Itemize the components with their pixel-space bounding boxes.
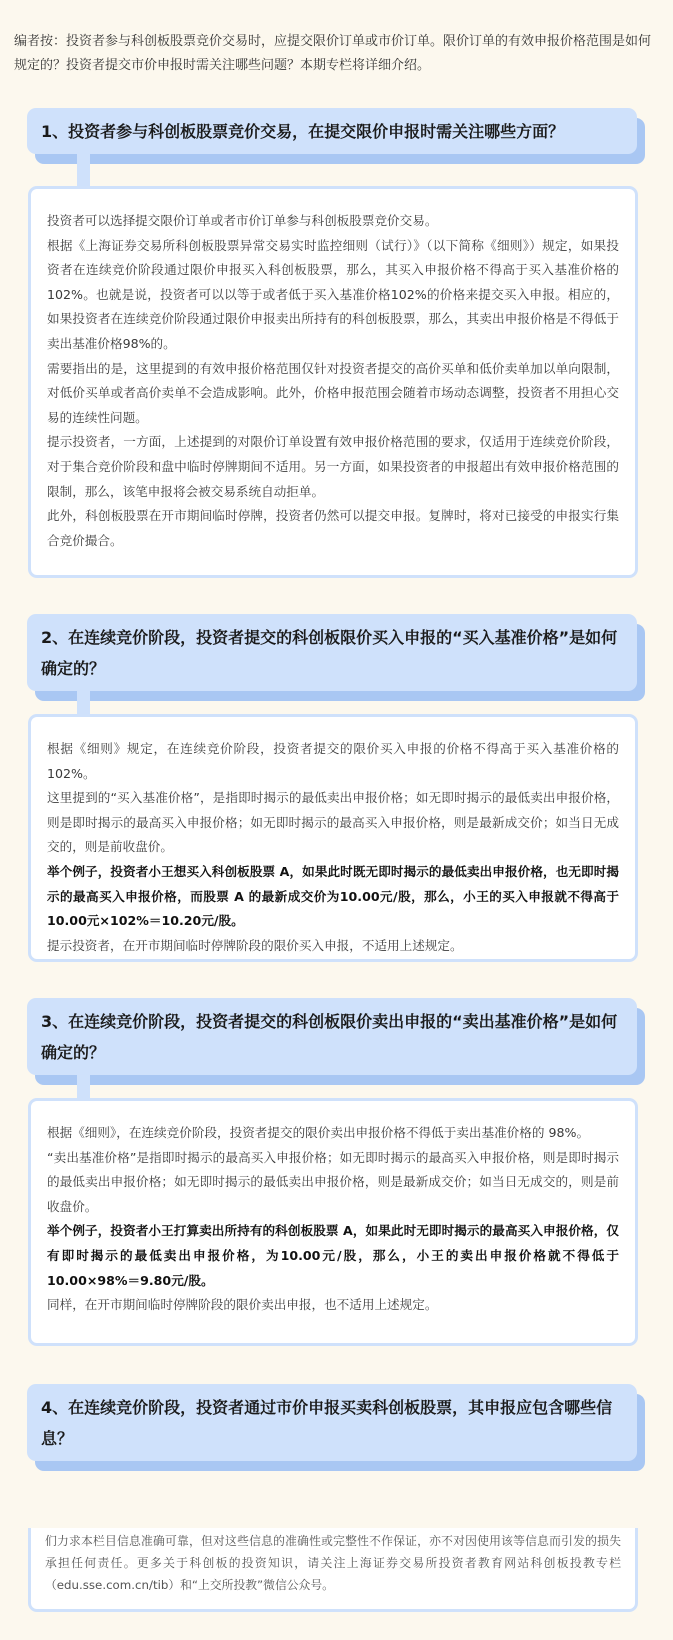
section-1-paragraph: 提示投资者，一方面，上述提到的对限价订单设置有效申报价格范围的要求，仅适用于连续竞价阶段，对于集合竞价阶段和盘中临时停牌期间不适用。另一方面，如果投资者的申报超出有效申报价格范围的限制，那么，该笔申报将会被交易系统自动拒单。 (47, 434, 619, 499)
section-2-answer (28, 714, 638, 962)
section-1-connector (77, 154, 90, 190)
section-1-title: 1、投资者参与科创板股票竞价交易，在提交限价申报时需关注哪些方面？ (27, 108, 637, 154)
section-3-paragraph: 同样，在开市期间临时停牌阶段的限价卖出申报，也不适用上述规定。 (47, 1297, 438, 1313)
section-2-connector (77, 680, 90, 718)
section-1-paragraph: 根据《上海证券交易所科创板股票异常交易实时监控细则（试行）》（以下简称《细则》）规定，如果投资者在连续竞价阶段通过限价申报买入科创板股票，那么，其买入申报价格不得高于买入基准价格的102%。也就是说，投资者可以以等于或者低于买入基准价格102%的价格来提交买入申报。相应的，如果投资者在连续竞价阶段通过限价申报卖出所持有的科创板股票，那么，其卖出申报价格是不得低于卖出基准价格98%的。 (47, 237, 619, 351)
section-1-paragraph: 此外，科创板股票在开市期间临时停牌，投资者仍然可以提交申报。复牌时，将对已接受的申报实行集合竞价撮合。 (47, 508, 619, 548)
section-3-title: 3、在连续竞价阶段，投资者提交的科创板限价卖出申报的“卖出基准价格”是如何确定的？ (27, 998, 637, 1075)
section-3-example: 举个例子，投资者小王打算卖出所持有的科创板股票 A，如果此时无即时揭示的最高买入申报价格，仅有即时揭示的最低卖出申报价格，为10.00元/股，那么，小王的卖出申报价格就不得低于10.00×98%＝9.80元/股。 (47, 1223, 619, 1288)
section-2-paragraph: 根据《细则》规定，在连续竞价阶段，投资者提交的限价买入申报的价格不得高于买入基准价格的 102%。 (47, 741, 619, 781)
section-1-paragraph: 需要指出的是，这里提到的有效申报价格范围仅针对投资者提交的高价买单和低价卖单加以单向限制，对低价买单或者高价卖单不会造成影响。此外，价格申报范围会随着市场动态调整，投资者不用担心交易的连续性问题。 (47, 360, 619, 425)
section-4-title: 4、在连续竞价阶段，投资者通过市价申报买卖科创板股票，其申报应包含哪些信息？ (27, 1384, 637, 1461)
section-3-answer (28, 1098, 638, 1346)
editor-note: 编者按：投资者参与科创板股票竞价交易时，应提交限价订单或市价订单。限价订单的有效申报价格范围是如何规定的？投资者提交市价申报时需关注哪些问题？本期专栏将详细介绍。 (14, 34, 652, 73)
section-3-connector (77, 1064, 90, 1102)
disclaimer-box (28, 1528, 638, 1612)
section-1-answer (28, 186, 638, 578)
section-2-paragraph: 提示投资者，在开市期间临时停牌阶段的限价买入申报，不适用上述规定。 (47, 937, 463, 953)
section-3-paragraph: 根据《细则》，在连续竞价阶段，投资者提交的限价卖出申报价格不得低于卖出基准价格的 98%。 (47, 1125, 590, 1140)
section-1-paragraph: 投资者可以选择提交限价订单或者市价订单参与科创板股票竞价交易。 (47, 213, 438, 228)
section-2-title: 2、在连续竞价阶段，投资者提交的科创板限价买入申报的“买入基准价格”是如何确定的？ (27, 614, 637, 691)
disclaimer-text: 们力求本栏目信息准确可靠，但对这些信息的准确性或完整性不作保证，亦不对因使用该等信息而引发的损失承担任何责任。更多关于科创板的投资知识，请关注上海证券交易所投资者教育网站科创板投教专栏（edu.sse.com.cn/tib）和“上交所投教”微信公众号。 (45, 1534, 621, 1592)
section-2-paragraph: 这里提到的“买入基准价格”，是指即时揭示的最低卖出申报价格；如无即时揭示的最低卖出申报价格，则是即时揭示的最高买入申报价格；如无即时揭示的最高买入申报价格，则是最新成交价；如当日无成交的，则是前收盘价。 (47, 790, 619, 855)
section-3-paragraph: “卖出基准价格”是指即时揭示的最高买入申报价格；如无即时揭示的最高买入申报价格，则是即时揭示的最低卖出申报价格；如无即时揭示的最低卖出申报价格，则是最新成交价；如当日无成交的，则是前收盘价。 (47, 1149, 619, 1214)
section-2-example: 举个例子，投资者小王想买入科创板股票 A，如果此时既无即时揭示的最低卖出申报价格，也无即时揭示的最高买入申报价格，而股票 A 的最新成交价为10.00元/股，那么，小王的买入申报就不得高于10.00元×102%＝10.20元/股。 (47, 863, 619, 929)
